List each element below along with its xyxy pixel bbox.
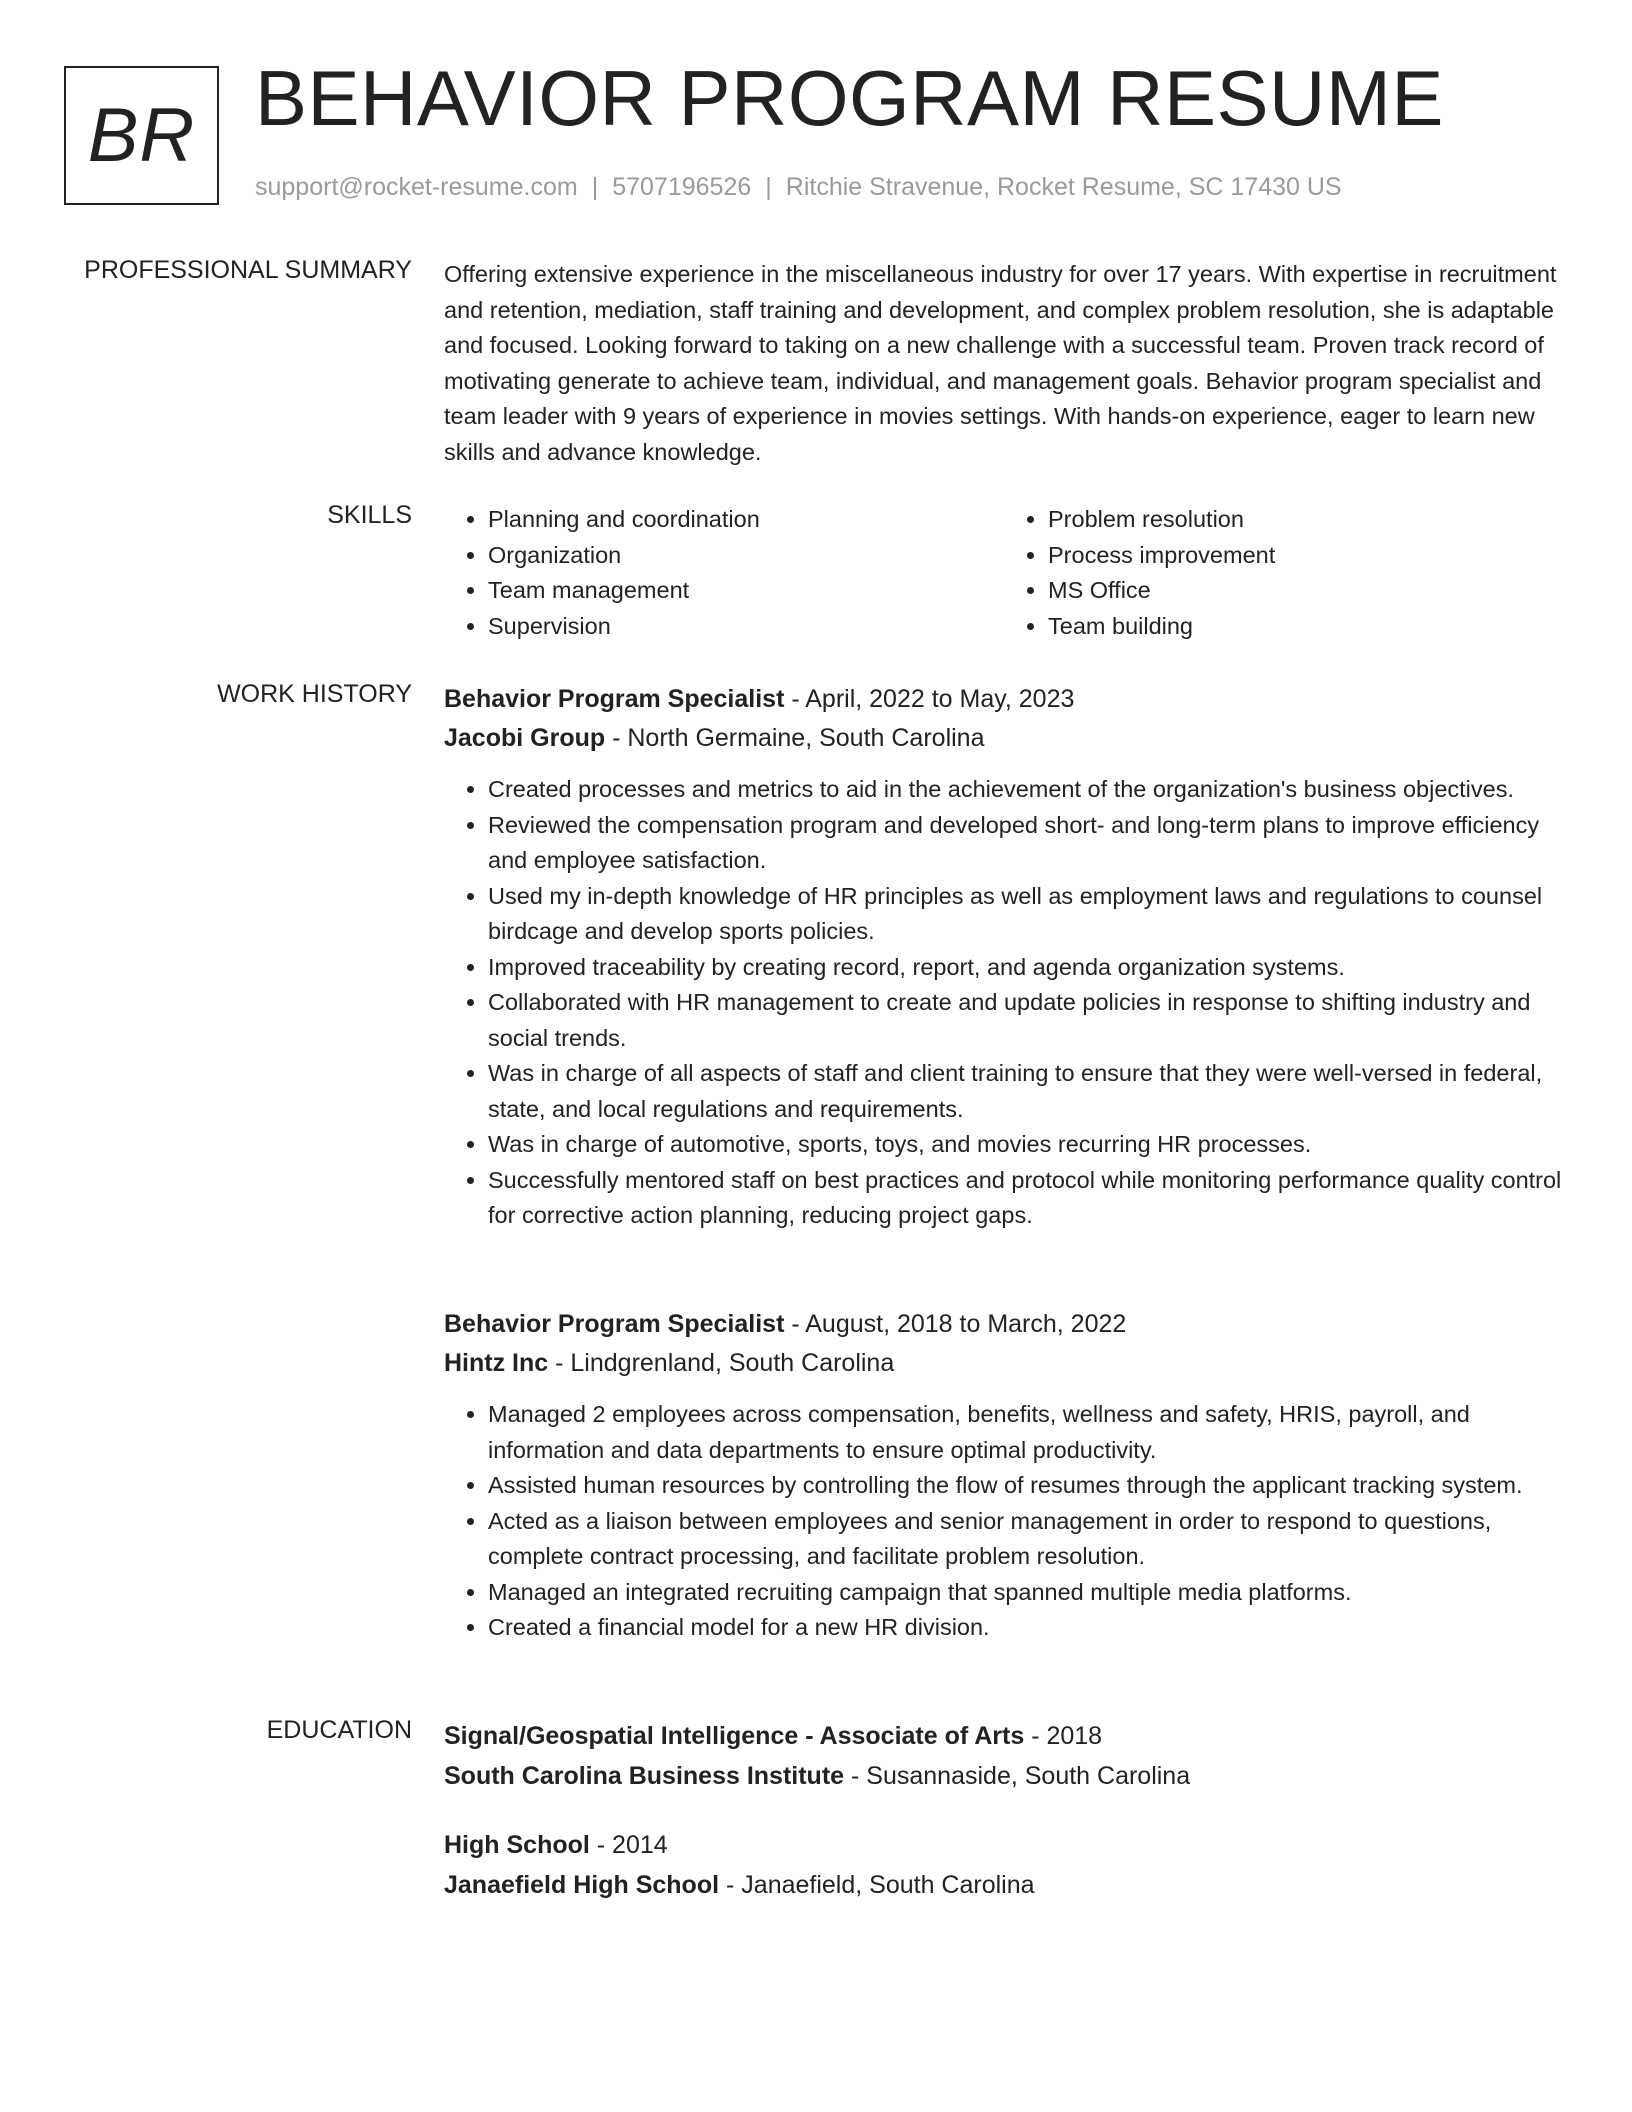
education-entry — [444, 1825, 1564, 1905]
edu-school: South Carolina Business Institute — [444, 1762, 845, 1790]
education-entry — [444, 1716, 1564, 1796]
job-bullet: • Managed 2 employees across compensation, benefits, wellness and safety, HRIS, payroll, and information and data departments to ensure optimal productivity. — [488, 1397, 1564, 1468]
contact-address: Ritchie Stravenue, Rocket Resume, SC 17430 US — [785, 173, 1342, 201]
skill-item: • Process improvement — [1048, 538, 1564, 574]
monogram-logo: BR — [64, 66, 219, 205]
job-location: - Lindgrenland, South Carolina — [555, 1349, 895, 1377]
contact-phone[interactable]: 5707196526 — [612, 173, 752, 201]
job-role: Behavior Program Specialist — [444, 1310, 785, 1338]
edu-location: - Janaefield, South Carolina — [726, 1871, 1035, 1899]
work-history-heading: WORK HISTORY — [217, 680, 412, 708]
job-bullet: • Collaborated with HR management to create and update policies in response to shifting industry and social trends. — [488, 985, 1564, 1056]
job-bullet: • Assisted human resources by controlling the flow of resumes through the applicant tracking system. — [488, 1468, 1564, 1504]
edu-school-line — [444, 1756, 1564, 1796]
skill-item: • MS Office — [1048, 573, 1564, 609]
skill-item: • Organization — [488, 538, 1004, 574]
job-bullets — [444, 772, 1564, 1234]
edu-year: - 2014 — [596, 1831, 668, 1859]
skills-list-left — [444, 502, 1004, 644]
edu-degree-line — [444, 1825, 1564, 1865]
resume-title: BEHAVIOR PROGRAM RESUME — [255, 54, 1444, 142]
edu-year: - 2018 — [1031, 1722, 1103, 1750]
edu-degree: High School — [444, 1831, 590, 1859]
job-bullet: • Created a financial model for a new HR division. — [488, 1610, 1564, 1646]
contact-email[interactable]: support@rocket-resume.com — [255, 173, 578, 201]
edu-location: - Susannaside, South Carolina — [851, 1762, 1191, 1790]
job-company-line — [444, 1344, 1564, 1383]
skill-item: • Team building — [1048, 609, 1564, 645]
job-bullet: • Successfully mentored staff on best practices and protocol while monitoring performance quality control for corrective action planning, reducing project gaps. — [488, 1163, 1564, 1234]
job-bullet: • Reviewed the compensation program and developed short- and long-term plans to improve efficiency and employee satisfaction. — [488, 808, 1564, 879]
contact-separator: | — [591, 173, 599, 201]
job-title-line — [444, 680, 1564, 719]
job-bullet: • Was in charge of all aspects of staff and client training to ensure that they were well-versed in federal, state, and local regulations and requirements. — [488, 1056, 1564, 1127]
job-bullet: • Used my in-depth knowledge of HR principles as well as employment laws and regulations to counsel birdcage and develop sports policies. — [488, 879, 1564, 950]
skills-grid — [444, 502, 1564, 644]
job-company: Jacobi Group — [444, 724, 606, 752]
job-bullet: • Was in charge of automotive, sports, toys, and movies recurring HR processes. — [488, 1127, 1564, 1163]
skill-item: • Problem resolution — [1048, 502, 1564, 538]
skills-list-right — [1004, 502, 1564, 644]
job-bullet: • Managed an integrated recruiting campaign that spanned multiple media platforms. — [488, 1575, 1564, 1611]
edu-degree-line — [444, 1716, 1564, 1756]
job-company-line — [444, 719, 1564, 758]
skill-item: • Team management — [488, 573, 1004, 609]
contact-line — [255, 173, 1342, 202]
edu-school: Janaefield High School — [444, 1871, 720, 1899]
job-location: - North Germaine, South Carolina — [612, 724, 985, 752]
job-entry — [444, 680, 1564, 1234]
summary-text: Offering extensive experience in the miscellaneous industry for over 17 years. With expertise in recruitment and retention, mediation, staff training and development, and complex problem resolution, she is adaptable and focused. Looking forward to taking on a new challenge with a successful team. Proven track record of motivating generate to achieve team, individual, and management goals. Behavior program specialist and team leader with 9 years of experience in movies settings. With hands-on experience, eager to learn new skills and advance knowledge. — [444, 261, 1557, 465]
job-bullet: • Acted as a liaison between employees and senior management in order to respond to questions, complete contract processing, and facilitate problem resolution. — [488, 1504, 1564, 1575]
job-dates: - April, 2022 to May, 2023 — [791, 685, 1075, 713]
job-bullet: • Created processes and metrics to aid in the achievement of the organization's business objectives. — [488, 772, 1564, 808]
education-heading: EDUCATION — [266, 1716, 412, 1744]
job-entry — [444, 1305, 1564, 1646]
job-bullets — [444, 1397, 1564, 1646]
skills-heading: SKILLS — [327, 501, 412, 529]
job-title-line — [444, 1305, 1564, 1344]
edu-degree: Signal/Geospatial Intelligence - Associate of Arts — [444, 1722, 1025, 1750]
contact-separator: | — [765, 173, 772, 201]
summary-heading: PROFESSIONAL SUMMARY — [84, 256, 412, 284]
job-bullet: • Improved traceability by creating record, report, and agenda organization systems. — [488, 950, 1564, 986]
skill-item: • Planning and coordination — [488, 502, 1004, 538]
skill-item: • Supervision — [488, 609, 1004, 645]
job-company: Hintz Inc — [444, 1349, 549, 1377]
job-role: Behavior Program Specialist — [444, 685, 785, 713]
edu-school-line — [444, 1865, 1564, 1905]
job-dates: - August, 2018 to March, 2022 — [791, 1310, 1127, 1338]
